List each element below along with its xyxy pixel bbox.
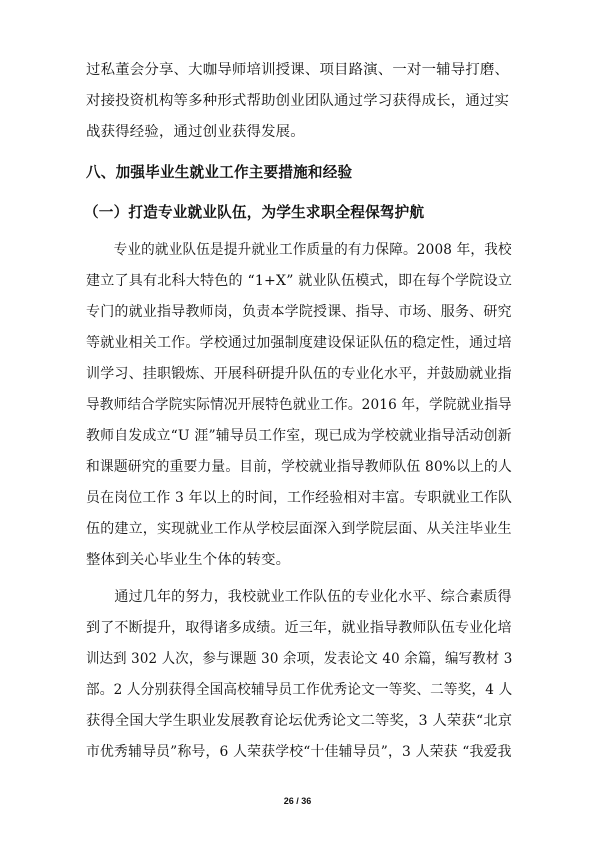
body-line: 对接投资机构等多种形式帮助创业团队通过学习获得成长，通过实 — [86, 93, 510, 109]
body-line: 教师自发成立“U 涯”辅导员工作室，现已成为学校就业指导活动创新 — [86, 428, 512, 444]
body-line: 过私董会分享、大咖导师培训授课、项目路演、一对一辅导打磨、 — [86, 62, 510, 78]
body-line: 通过几年的努力，我校就业工作队伍的专业化水平、综合素质得 — [86, 589, 512, 605]
body-line: 专门的就业指导教师岗，负责本学院授课、指导、市场、服务、研究 — [86, 304, 512, 320]
body-line: 训学习、挂职锻炼、开展科研提升队伍的专业化水平，并鼓励就业指 — [86, 366, 512, 382]
body-line: 市优秀辅导员”称号，6 人荣获学校“十佳辅导员”，3 人荣获 “我爱我 — [86, 744, 512, 760]
body-line: 建立了具有北科大特色的 “1+X” 就业队伍模式，即在每个学院设立 — [86, 273, 513, 289]
body-line: 专业的就业队伍是提升就业工作质量的有力保障。2008 年，我校 — [86, 242, 512, 258]
body-line: 伍的建立，实现就业工作从学校层面深入到学院层面、从关注毕业生 — [86, 521, 512, 537]
body-line: 到了不断提升，取得诸多成绩。近三年，就业指导教师队伍专业化培 — [86, 620, 512, 636]
body-line: 训达到 302 人次，参与课题 30 余项，发表论文 40 余篇，编写教材 3 — [86, 651, 513, 667]
section-heading: 八、加强毕业生就业工作主要措施和经验 — [86, 164, 353, 181]
body-line: 战获得经验，通过创业获得发展。 — [86, 124, 305, 140]
body-line: 导教师结合学院实际情况开展特色就业工作。2016 年，学院就业指导 — [86, 397, 512, 413]
page-number: 26 / 36 — [283, 796, 312, 806]
body-line: 部。2 人分别获得全国高校辅导员工作优秀论文一等奖、二等奖，4 人 — [86, 682, 513, 698]
body-line: 获得全国大学生职业发展教育论坛优秀论文二等奖，3 人荣获“北京 — [86, 713, 513, 729]
subsection-heading: （一）打造专业就业队伍，为学生求职全程保驾护航 — [84, 204, 425, 221]
body-line: 等就业相关工作。学校通过加强制度建设保证队伍的稳定性，通过培 — [86, 335, 512, 351]
body-line: 员在岗位工作 3 年以上的时间，工作经验相对丰富。专职就业工作队 — [86, 490, 513, 506]
body-line: 和课题研究的重要力量。目前，学校就业指导教师队伍 80%以上的人 — [86, 459, 512, 475]
body-line: 整体到关心毕业生个体的转变。 — [86, 552, 291, 568]
